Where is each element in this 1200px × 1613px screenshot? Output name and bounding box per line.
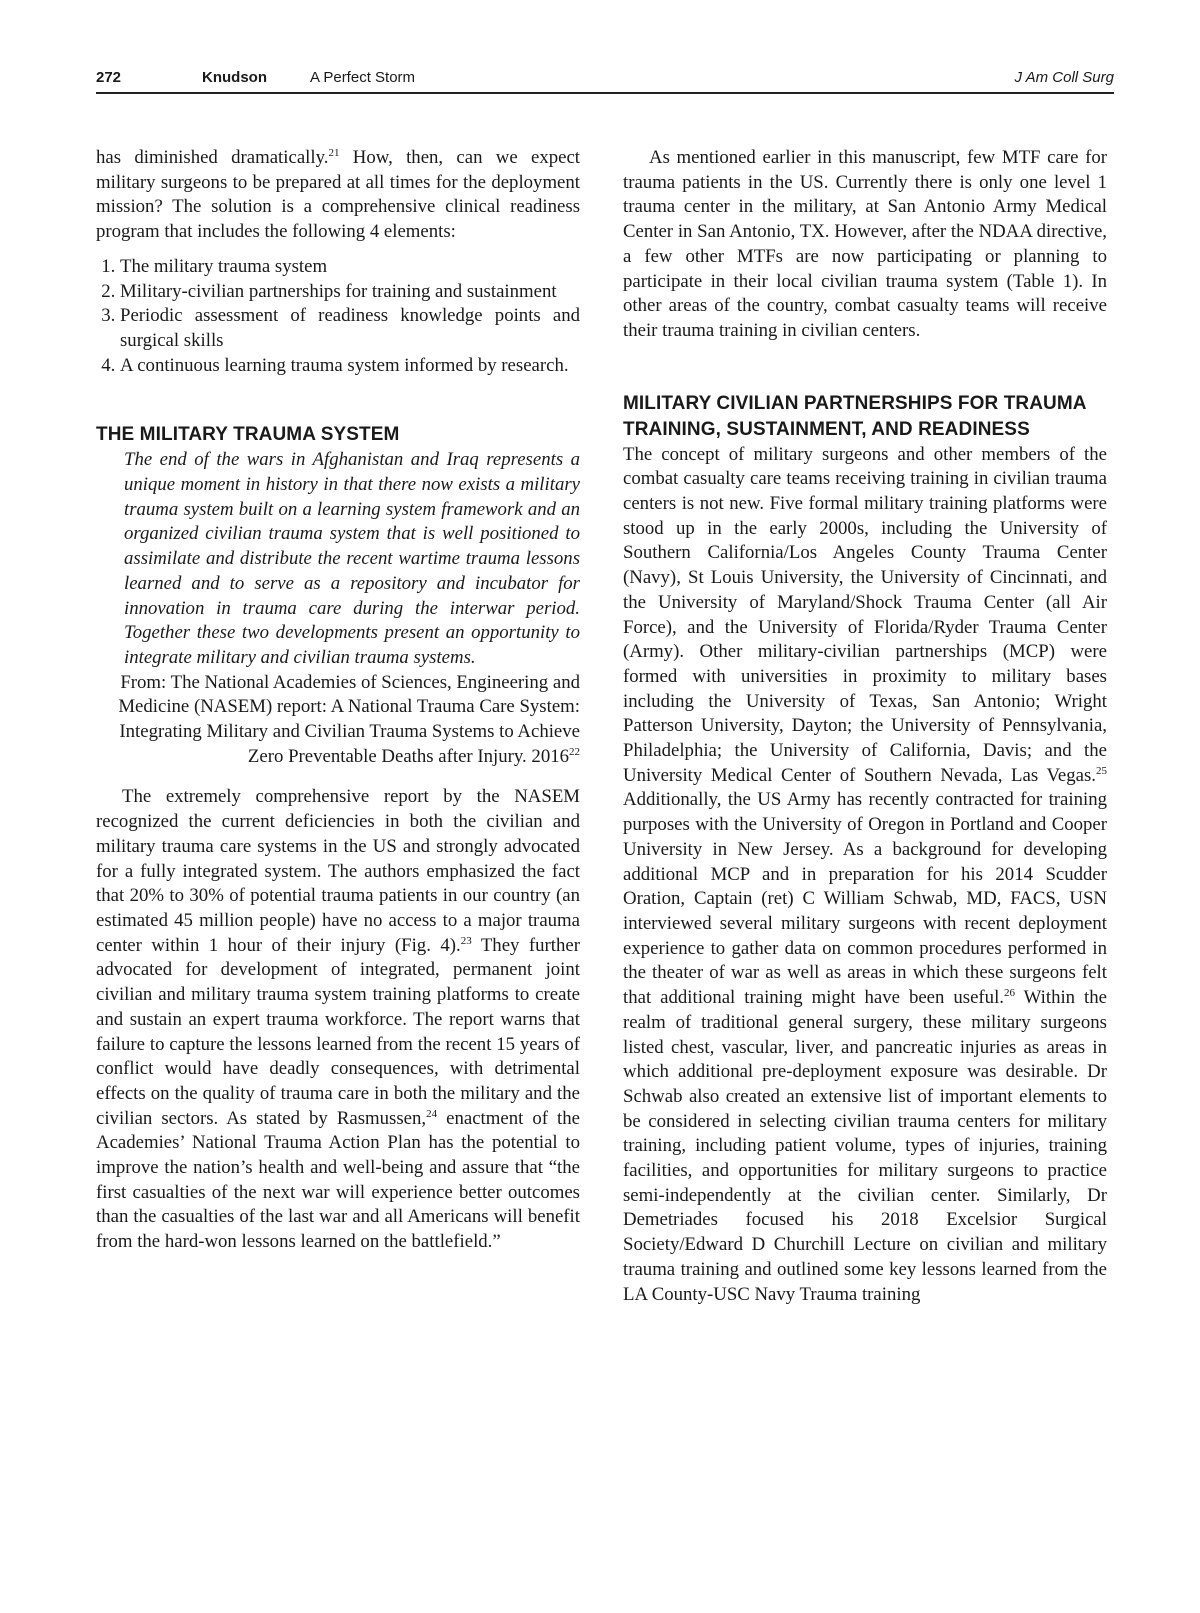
- ref-24: 24: [426, 1107, 438, 1120]
- intro-paragraph: [96, 146, 580, 245]
- nasem-text-3: enactment of the Academies’ National Trauma Action Plan has the potential to improve the nation’s health and well-being and assure that “the first casualties of the next war will experience better outcomes than the casualties of the last war and all Americans will benefit from the hard-won lessons learned on the battlefield.”: [96, 1107, 580, 1253]
- running-author: Knudson: [202, 69, 267, 86]
- list-item: 3. Periodic assessment of readiness knowledge points and surgical skills: [120, 304, 580, 353]
- mtf-paragraph: As mentioned earlier in this manuscript, few MTF care for trauma patients in the US. Currently there is only one level 1 trauma center in the military, at San Antonio Army Medical Center in San Antonio, TX. However, after the NDAA directive, a few other MTFs are now participating or planning to participate in their local civilian trauma system (Table 1). In other areas of the country, combat casualty teams will receive their trauma training in civilian centers.: [623, 147, 1107, 341]
- running-title: A Perfect Storm: [310, 69, 416, 86]
- ref-26: 26: [1004, 987, 1015, 1000]
- intro-text-2: How, then, can we expect military surgeons to be prepared at all times for the deployment mission? The solution is a comprehensive clinical readiness program that includes the following 4 elements:: [96, 147, 581, 243]
- section-heading-military-trauma-system: THE MILITARY TRAUMA SYSTEM: [96, 424, 400, 446]
- attribution-text: From: The National Academies of Sciences, Engineering and Medicine (NASEM) report: A National Trauma Care System: Integrating Military and Civilian Trauma Systems to Achieve Zero Preventable Deaths after Injury. 2016: [118, 671, 580, 767]
- list-item: 2. Military-civilian partnerships for training and sustainment: [120, 280, 580, 305]
- mcp-paragraph: [623, 443, 1107, 1308]
- ref-21: 21: [328, 147, 340, 159]
- mcp-text-1: The concept of military surgeons and other members of the combat casualty care teams receiving training in civilian trauma centers is not new. Five formal military training platforms were stood up in the early 2000s, including the University of Southern California/Los Angeles County Trauma Center (Navy), St Louis University, the University of Cincinnati, and the University of Maryland/Shock Trauma Center (all Air Force), and the University of Florida/Ryder Trauma Center (Army). Other military-civilian partnerships (MCP) were formed with universities in proximity to military bases including the University of Texas, San Antonio; Wright Patterson University, Dayton; the University of Pennsylvania, Philadelphia; the University of California, Davis; and the University Medical Center of Southern Nevada, Las Vegas.: [623, 443, 1107, 786]
- page-number: 272: [96, 69, 122, 86]
- journal-name: J Am Coll Surg: [1014, 69, 1114, 86]
- ref-25: 25: [1096, 764, 1107, 777]
- list-item: 4. A continuous learning trauma system informed by research.: [120, 354, 580, 379]
- nasem-paragraph: [96, 785, 580, 1254]
- section-heading-military-civilian-partnerships: MILITARY CIVILIAN PARTNERSHIPS FOR TRAUMA TRAINING, SUSTAINMENT, AND READINESS: [623, 392, 1086, 440]
- intro-text-1: has diminished dramatically.: [96, 147, 329, 168]
- quote-attribution: [96, 671, 580, 770]
- ref-23: 23: [460, 934, 472, 947]
- left-column: [96, 146, 580, 1255]
- ref-22: 22: [569, 745, 580, 758]
- list-item: 1. The military trauma system: [120, 255, 580, 280]
- nasem-text-1: The extremely comprehensive report by the NASEM recognized the current deficiencies in both the civilian and military trauma care systems in the US and strongly advocated for a fully integrated system. The authors emphasized the fact that 20% to 30% of potential trauma patients in our country (an estimated 45 million people) have no access to a major trauma center within 1 hour of their injury (Fig. 4).: [96, 786, 580, 956]
- epigraph-quote: The end of the wars in Afghanistan and Iraq represents a unique moment in history in that there now exists a military trauma system built on a learning system framework and an organized civilian trauma system that is well positioned to assimilate and distribute the recent wartime trauma lessons learned and to serve as a repository and incubator for innovation in trauma care during the interwar period. Together these two developments present an opportunity to integrate military and civilian trauma systems.: [124, 449, 580, 668]
- mcp-text-2: Additionally, the US Army has recently contracted for training purposes with the University of Oregon in Portland and Cooper University in New Jersey. As a background for developing additional MCP and in preparation for his 2014 Scudder Oration, Captain (ret) C William Schwab, MD, FACS, USN interviewed several military surgeons with recent deployment experience to gather data on common procedures performed in the theater of war as well as areas in which these surgeons felt that additional training might have been useful.: [623, 789, 1107, 1009]
- mcp-text-3: Within the realm of traditional general surgery, these military surgeons listed chest, vascular, liver, and pancreatic injuries as areas in which additional pre-deployment exposure was desirable. Dr Schwab also created an extensive list of important elements to be considered in selecting civilian trauma centers for military training, including patient volume, types of injuries, training facilities, and opportunities for military surgeons to practice semi-independently at the civilian center. Similarly, Dr Demetriades focused his 2018 Excelsior Surgical Society/Edward D Churchill Lecture on civilian and military trauma training and outlined some key lessons learned from the LA County-USC Navy Trauma training: [623, 987, 1108, 1305]
- readiness-elements-list: [96, 255, 580, 379]
- nasem-text-2: They further advocated for development of integrated, permanent joint civilian and military trauma system training platforms to create and sustain an expert trauma workforce. The report warns that failure to capture the lessons learned from the recent 15 years of conflict would have deadly consequences, with detrimental effects on the quality of trauma care in both the military and the civilian sectors. As stated by Rasmussen,: [96, 934, 580, 1129]
- running-header: [96, 66, 1114, 94]
- right-column: [623, 146, 1107, 1307]
